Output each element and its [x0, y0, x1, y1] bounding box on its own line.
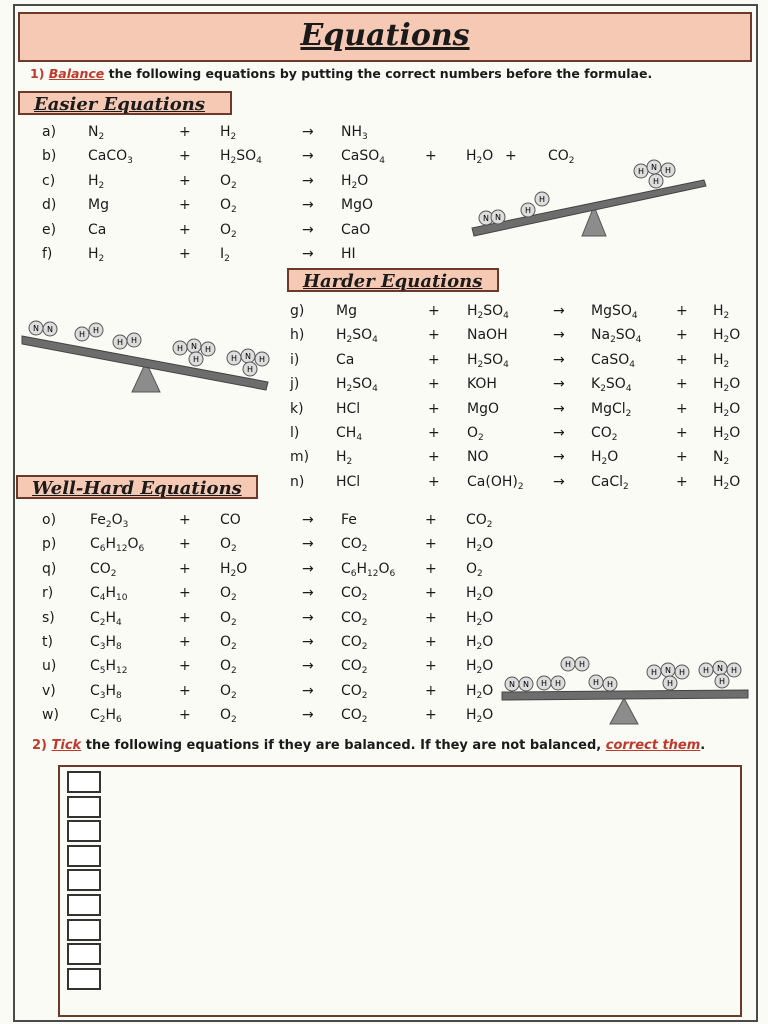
arrow-symbol: → [553, 351, 565, 368]
formula: $C_2H_6$ [90, 707, 122, 726]
formula: $CO_2$ [341, 658, 368, 677]
formula: $O_2$ [466, 560, 483, 579]
arrow-symbol: → [553, 376, 565, 393]
svg-text:H: H [204, 345, 212, 354]
svg-text:H: H [176, 344, 184, 353]
svg-text:H: H [116, 338, 124, 347]
plus-sign: + [179, 536, 191, 553]
seesaw-illustration-1 [470, 150, 715, 242]
formula: $CO_2$ [466, 512, 493, 530]
formula: $O_2$ [467, 425, 484, 443]
plus-sign: + [505, 148, 517, 165]
svg-text:N: N [33, 324, 39, 333]
svg-text:H: H [130, 336, 138, 345]
formula: CaCO$_3$ [88, 148, 133, 167]
plus-sign: + [428, 327, 440, 344]
formula: Ca [336, 351, 355, 368]
formula: HCl [336, 473, 361, 490]
svg-text:H: H [192, 355, 200, 364]
plus-sign: + [179, 707, 191, 724]
equation-label: b) [42, 148, 57, 165]
plus-sign: + [179, 682, 191, 699]
arrow-symbol: → [302, 707, 314, 724]
svg-text:H: H [730, 666, 738, 675]
formula: $H_2O$ [220, 560, 248, 579]
arrow-symbol: → [302, 658, 314, 675]
plus-sign: + [425, 707, 437, 724]
formula: $I_2$ [220, 246, 230, 264]
formula: $H_2SO_4$ [467, 351, 509, 370]
formula: $CO_2$ [341, 634, 368, 652]
formula: $H_2SO_4$ [467, 303, 509, 321]
plus-sign: + [428, 303, 440, 319]
formula: KOH [467, 376, 497, 393]
equation-label: i) [290, 351, 300, 368]
arrow-symbol: → [553, 303, 565, 319]
svg-text:H: H [606, 680, 614, 689]
formula: $H_2$ [88, 172, 105, 191]
tick-checkbox[interactable] [67, 796, 101, 818]
tick-checkbox[interactable] [67, 968, 101, 990]
svg-text:N: N [509, 680, 515, 689]
svg-text:H: H [78, 330, 86, 339]
formula: $C_3H_8$ [90, 682, 122, 701]
plus-sign: + [676, 351, 688, 368]
plus-sign: + [425, 148, 437, 165]
svg-text:N: N [483, 214, 489, 223]
formula: $H_2$ [336, 449, 353, 468]
formula: $H_2O$ [466, 658, 494, 677]
plus-sign: + [425, 682, 437, 699]
equation-label: f) [42, 246, 53, 262]
svg-text:H: H [666, 679, 674, 688]
question-1-instruction [30, 66, 652, 81]
equation-label: s) [42, 609, 55, 626]
formula: $H_2O$ [591, 449, 619, 468]
formula: $H_2O$ [466, 585, 494, 604]
formula: $H_2O$ [466, 148, 494, 167]
svg-text:N: N [523, 680, 529, 689]
plus-sign: + [179, 148, 191, 165]
formula: $H_2O$ [713, 400, 741, 419]
formula: MgO [341, 197, 373, 214]
equation-label: d) [42, 197, 57, 214]
formula: $H_2O$ [341, 172, 369, 191]
instruction-verb: Tick [51, 738, 82, 753]
arrow-symbol: → [302, 609, 314, 626]
formula: $O_2$ [220, 585, 237, 604]
tick-checkbox[interactable] [67, 869, 101, 891]
equation-label: k) [290, 400, 304, 417]
tick-equations-box [58, 765, 742, 1017]
formula: $H_2SO_4$ [336, 376, 378, 395]
formula: $H_2O$ [466, 634, 494, 652]
svg-text:H: H [652, 177, 660, 186]
arrow-symbol: → [302, 246, 314, 262]
arrow-symbol: → [302, 221, 314, 238]
formula: Ca [88, 221, 107, 238]
plus-sign: + [428, 425, 440, 441]
seesaw-illustration-3 [500, 652, 752, 730]
question-2-instruction [32, 738, 705, 753]
formula: $C_4H_{10}$ [90, 585, 128, 604]
equation-label: w) [42, 707, 59, 724]
formula: $H_2$ [220, 124, 237, 142]
tick-checkbox[interactable] [67, 845, 101, 867]
svg-text:N: N [191, 342, 197, 351]
plus-sign: + [425, 560, 437, 577]
correct-them-text: correct them [605, 738, 701, 753]
arrow-symbol: → [302, 512, 314, 528]
equation-label: r) [42, 585, 54, 602]
equation-label: q) [42, 560, 57, 577]
formula: $H_2O$ [713, 425, 741, 443]
svg-text:H: H [538, 195, 546, 204]
plus-sign: + [425, 609, 437, 626]
equation-label: v) [42, 682, 56, 699]
plus-sign: + [676, 449, 688, 466]
formula: $Fe_2O_3$ [90, 512, 129, 530]
arrow-symbol: → [302, 536, 314, 553]
plus-sign: + [428, 473, 440, 490]
svg-text:H: H [664, 166, 672, 175]
svg-text:H: H [92, 326, 100, 335]
plus-sign: + [425, 512, 437, 528]
plus-sign: + [425, 536, 437, 553]
formula: $K_2SO_4$ [591, 376, 632, 395]
arrow-symbol: → [302, 124, 314, 140]
instruction-text: the following equations if they are balanced. If they are not balanced, [81, 738, 606, 753]
svg-text:H: H [702, 666, 710, 675]
formula: $CO_2$ [341, 536, 368, 555]
question-number: 1) [30, 66, 45, 81]
tick-checkbox[interactable] [67, 943, 101, 965]
equation-label: e) [42, 221, 57, 238]
instruction-verb: Balance [48, 66, 105, 81]
formula: $H_2$ [88, 246, 105, 264]
formula: $C_5H_{12}$ [90, 658, 128, 677]
tick-checkbox[interactable] [67, 894, 101, 916]
formula: $C_6H_{12}O_6$ [341, 560, 396, 579]
plus-sign: + [428, 449, 440, 466]
formula: MgCl$_2$ [591, 400, 632, 419]
plus-sign: + [428, 351, 440, 368]
formula: $CO_2$ [341, 682, 368, 701]
svg-text:H: H [592, 678, 600, 687]
instruction-end: . [700, 738, 706, 753]
formula: $Na_2SO_4$ [591, 327, 642, 346]
svg-text:H: H [230, 354, 238, 363]
equation-label: c) [42, 172, 56, 189]
plus-sign: + [676, 400, 688, 417]
formula: $C_6H_{12}O_6$ [90, 536, 145, 555]
svg-text:N: N [717, 664, 723, 673]
formula: $O_2$ [220, 634, 237, 652]
arrow-symbol: → [302, 634, 314, 650]
formula: Mg [88, 197, 109, 214]
formula: $H_2O$ [466, 707, 494, 726]
plus-sign: + [179, 246, 191, 262]
plus-sign: + [676, 376, 688, 393]
formula: $H_2O$ [713, 327, 741, 346]
plus-sign: + [179, 197, 191, 214]
arrow-symbol: → [302, 560, 314, 577]
formula: $O_2$ [220, 536, 237, 555]
formula: $O_2$ [220, 221, 237, 240]
formula: $H_2$ [713, 303, 730, 321]
instruction-text: the following equations by putting the correct numbers before the formulae. [104, 66, 653, 81]
plus-sign: + [676, 327, 688, 344]
equation-label: a) [42, 124, 57, 140]
svg-text:N: N [245, 352, 251, 361]
formula: $O_2$ [220, 707, 237, 726]
formula: $H_2O$ [466, 609, 494, 628]
formula: $H_2$ [713, 351, 730, 370]
arrow-symbol: → [553, 449, 565, 466]
arrow-symbol: → [553, 400, 565, 417]
formula: CaSO$_4$ [341, 148, 385, 167]
plus-sign: + [428, 376, 440, 393]
svg-text:N: N [495, 213, 501, 222]
formula: CaCl$_2$ [591, 473, 629, 492]
formula: $CH_4$ [336, 425, 363, 443]
formula: $CO_2$ [341, 609, 368, 628]
formula: $O_2$ [220, 658, 237, 677]
svg-text:H: H [524, 206, 532, 215]
arrow-symbol: → [302, 172, 314, 189]
arrow-symbol: → [302, 585, 314, 602]
formula: $NH_3$ [341, 124, 368, 142]
formula: NaOH [467, 327, 508, 344]
formula: $C_2H_4$ [90, 609, 122, 628]
arrow-symbol: → [553, 425, 565, 441]
formula: HCl [336, 400, 361, 417]
equation-label: m) [290, 449, 310, 466]
plus-sign: + [425, 585, 437, 602]
plus-sign: + [179, 124, 191, 140]
section-heading-well-hard: Well-Hard Equations [16, 475, 258, 499]
plus-sign: + [425, 634, 437, 650]
formula: $CO_2$ [591, 425, 618, 443]
formula: $CO_2$ [341, 707, 368, 726]
plus-sign: + [425, 658, 437, 675]
equation-label: u) [42, 658, 57, 675]
formula: $CO_2$ [548, 148, 575, 167]
formula: MgO [467, 400, 499, 417]
equation-label: p) [42, 536, 57, 553]
seesaw-illustration-2 [20, 312, 275, 397]
plus-sign: + [179, 172, 191, 189]
arrow-symbol: → [553, 327, 565, 344]
plus-sign: + [179, 221, 191, 238]
formula: $H_2O$ [466, 682, 494, 701]
title-banner [18, 12, 752, 62]
svg-text:H: H [540, 679, 548, 688]
plus-sign: + [179, 658, 191, 675]
plus-sign: + [179, 560, 191, 577]
svg-text:H: H [718, 677, 726, 686]
plus-sign: + [676, 473, 688, 490]
formula: Fe [341, 512, 357, 528]
formula: HI [341, 246, 356, 262]
svg-text:H: H [637, 167, 645, 176]
page-title: Equations [300, 18, 470, 53]
arrow-symbol: → [553, 473, 565, 490]
svg-text:N: N [651, 163, 657, 172]
tick-checkbox[interactable] [67, 919, 101, 941]
formula: $O_2$ [220, 609, 237, 628]
tick-checkbox[interactable] [67, 771, 101, 793]
plus-sign: + [428, 400, 440, 417]
formula: $N_2$ [713, 449, 730, 468]
arrow-symbol: → [302, 197, 314, 214]
formula: $O_2$ [220, 197, 237, 216]
formula: CO [220, 512, 241, 528]
equation-label: n) [290, 473, 305, 490]
svg-text:N: N [47, 325, 53, 334]
svg-text:H: H [258, 355, 266, 364]
formula: CaSO$_4$ [591, 351, 635, 370]
section-heading-harder: Harder Equations [287, 268, 499, 292]
formula: $N_2$ [88, 124, 105, 142]
equation-label: o) [42, 512, 57, 528]
formula: $CO_2$ [341, 585, 368, 604]
formula: MgSO$_4$ [591, 303, 638, 321]
question-number: 2) [32, 738, 47, 753]
svg-text:H: H [564, 660, 572, 669]
formula: $H_2O$ [713, 473, 741, 492]
formula: $O_2$ [220, 172, 237, 191]
plus-sign: + [676, 303, 688, 319]
svg-text:H: H [678, 668, 686, 677]
plus-sign: + [676, 425, 688, 441]
formula: $H_2O$ [466, 536, 494, 555]
plus-sign: + [179, 512, 191, 528]
equation-label: t) [42, 634, 53, 650]
svg-text:N: N [665, 666, 671, 675]
svg-text:H: H [554, 679, 562, 688]
arrow-symbol: → [302, 148, 314, 165]
formula: Mg [336, 303, 357, 319]
formula: $H_2SO_4$ [220, 148, 262, 167]
formula: $H_2SO_4$ [336, 327, 378, 346]
plus-sign: + [179, 585, 191, 602]
formula: NO [467, 449, 489, 466]
svg-text:H: H [246, 365, 254, 374]
section-heading-easier: Easier Equations [18, 91, 232, 115]
arrow-symbol: → [302, 682, 314, 699]
tick-checkbox[interactable] [67, 820, 101, 842]
equation-label: j) [290, 376, 300, 393]
formula: $Ca(OH)_2$ [467, 473, 524, 492]
equation-label: l) [290, 425, 300, 441]
equation-label: g) [290, 303, 305, 319]
formula: $H_2O$ [713, 376, 741, 395]
svg-text:H: H [578, 660, 586, 669]
svg-text:H: H [650, 668, 658, 677]
plus-sign: + [179, 609, 191, 626]
formula: $C_3H_8$ [90, 634, 122, 652]
plus-sign: + [179, 634, 191, 650]
equation-label: h) [290, 327, 305, 344]
formula: $O_2$ [220, 682, 237, 701]
formula: CaO [341, 221, 371, 238]
formula: $CO_2$ [90, 560, 117, 579]
